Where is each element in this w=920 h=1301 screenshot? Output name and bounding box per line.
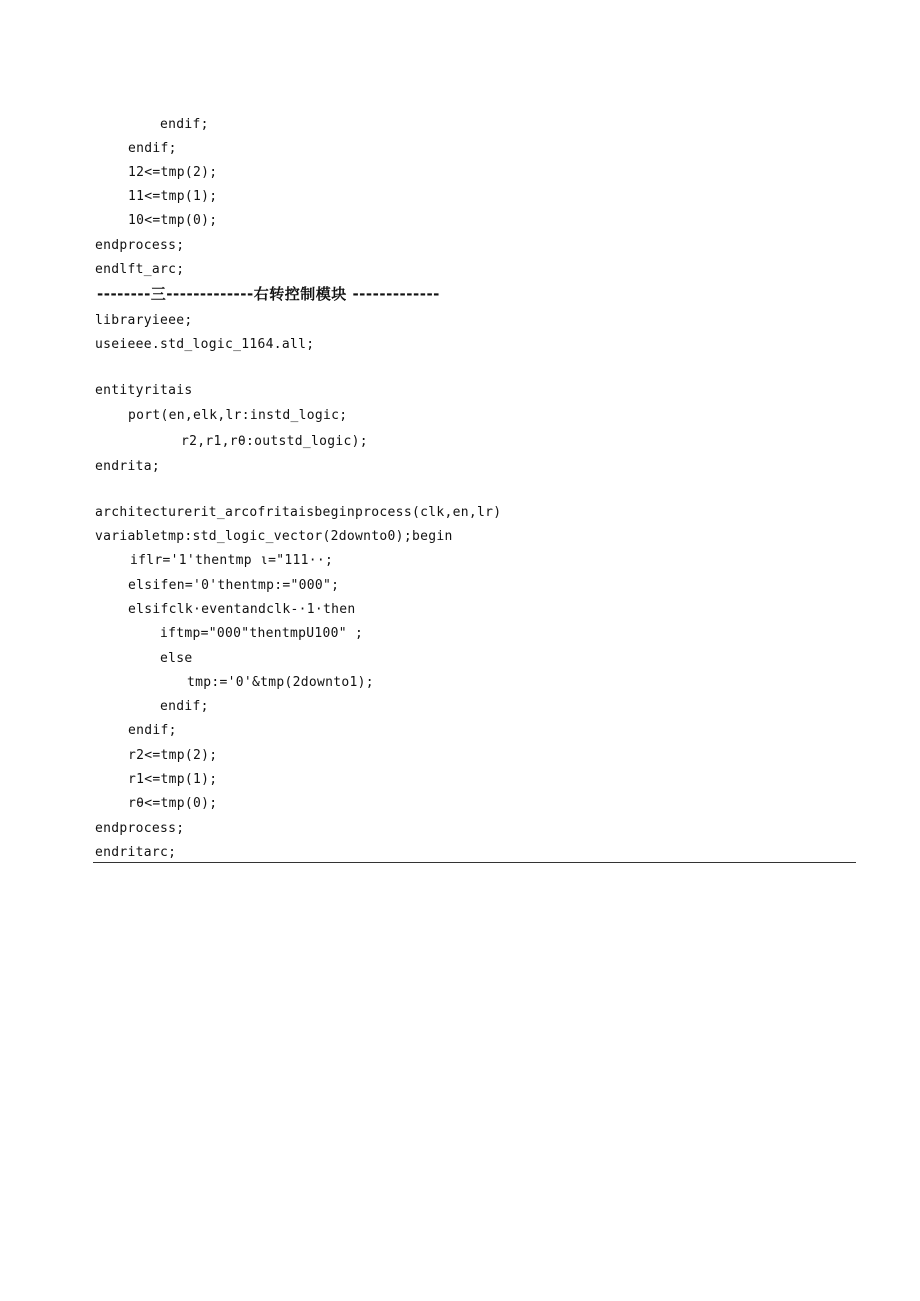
code-line: useieee.std_logic_1164.all; xyxy=(95,337,315,352)
code-line: r2<=tmp(2); xyxy=(128,748,218,763)
code-line: entityritais xyxy=(95,383,193,398)
code-line: 12<=tmp(2); xyxy=(128,165,218,180)
code-line: rθ<=tmp(0); xyxy=(128,796,218,811)
code-line: elsifen='0'thentmp:="000"; xyxy=(128,578,340,593)
code-line: iflr='1'thentmp ι="111··; xyxy=(130,553,334,568)
code-line: tmp:='0'&tmp(2downto1); xyxy=(187,675,374,690)
code-line: r2,r1,rθ:outstd_logic); xyxy=(181,434,368,449)
code-line: libraryieee; xyxy=(95,313,193,328)
code-line: 10<=tmp(0); xyxy=(128,213,218,228)
code-line: endif; xyxy=(160,117,209,132)
code-line: r1<=tmp(1); xyxy=(128,772,218,787)
code-line: endif; xyxy=(128,723,177,738)
code-line: architecturerit_arcofritaisbeginprocess(clk,en,lr) xyxy=(95,505,502,520)
code-line: endif; xyxy=(160,699,209,714)
code-line: endprocess; xyxy=(95,821,185,836)
code-line: 11<=tmp(1); xyxy=(128,189,218,204)
code-line: endif; xyxy=(128,141,177,156)
code-line: variabletmp:std_logic_vector(2downto0);begin xyxy=(95,529,453,544)
code-line: endritarc; xyxy=(95,845,177,860)
code-line: iftmp="000"thentmpU100" ; xyxy=(160,626,364,641)
horizontal-rule xyxy=(93,862,856,863)
section-heading-right-turn-module: --------三-------------右转控制模块 ------------- xyxy=(97,285,440,303)
code-line: endlft_arc; xyxy=(95,262,185,277)
code-line: port(en,elk,lr:instd_logic; xyxy=(128,408,348,423)
code-line: endprocess; xyxy=(95,238,185,253)
code-line: elsifclk·eventandclk-·1·then xyxy=(128,602,356,617)
code-line: else xyxy=(160,651,193,666)
code-line: endrita; xyxy=(95,459,161,474)
